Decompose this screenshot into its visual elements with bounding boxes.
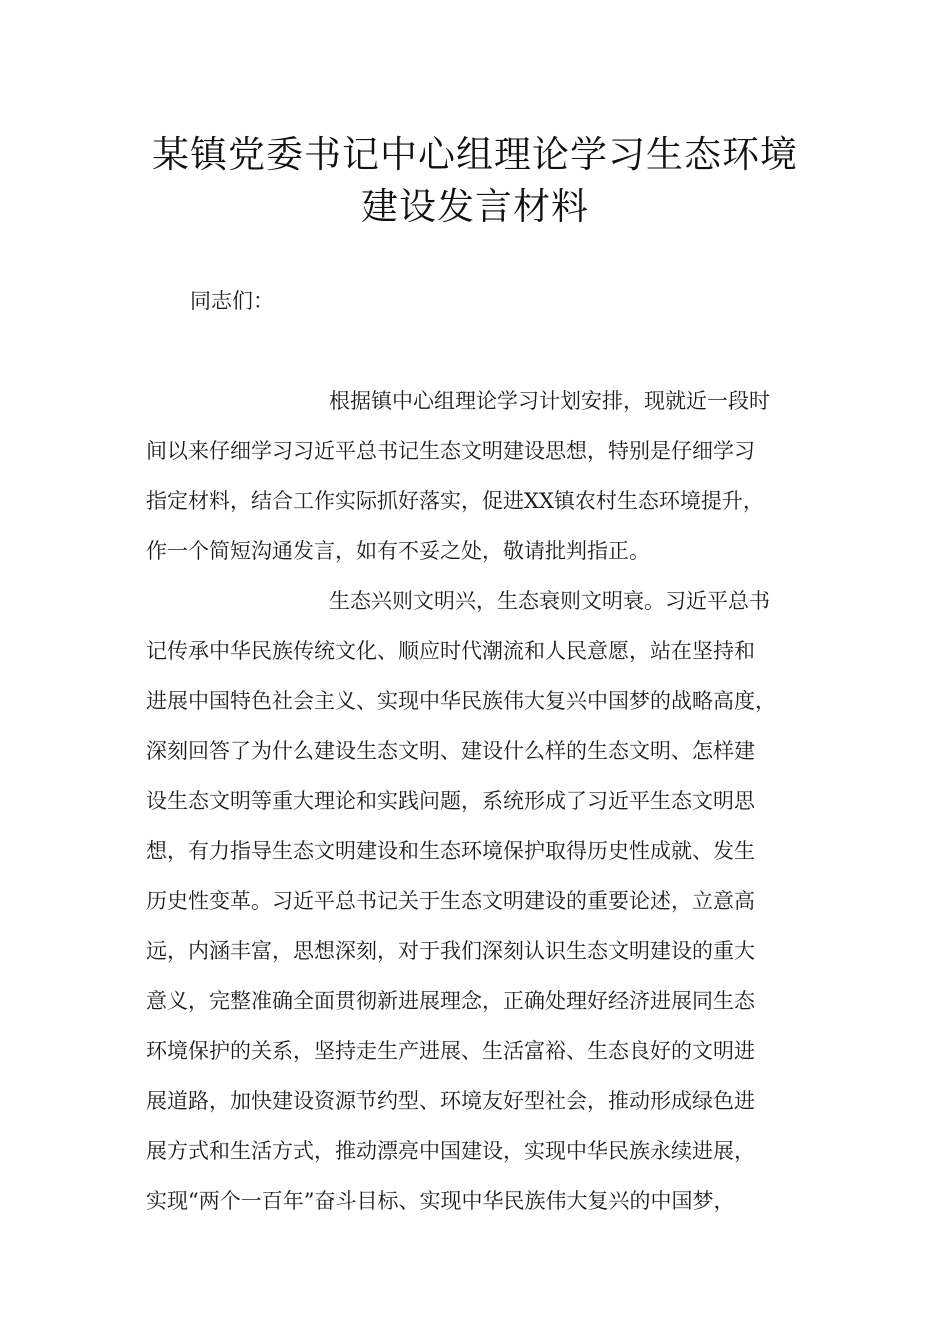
paragraph-line: 设生态文明等重大理论和实践问题，系统形成了习近平生态文明思 (146, 789, 755, 813)
paragraph-line: 展方式和生活方式，推动漂亮中国建设，实现中华民族永续进展， (146, 1139, 755, 1163)
document-title (100, 129, 850, 233)
title-line-1: 某镇党委书记中心组理论学习生态环境 (152, 133, 798, 176)
paragraph-line: 远，内涵丰富，思想深刻，对于我们深刻认识生态文明建设的重大 (146, 939, 755, 963)
paragraph-line: 间以来仔细学习习近平总书记生态文明建设思想，特别是仔细学习 (146, 439, 755, 463)
paragraph-line: 展道路，加快建设资源节约型、环境友好型社会，推动形成绿色进 (146, 1089, 755, 1113)
paragraph-line: 作一个简短沟通发言，如有不妥之处，敬请批判指正。 (146, 539, 650, 563)
paragraph-line: 进展中国特色社会主义、实现中华民族伟大复兴中国梦的战略高度， (146, 689, 776, 713)
paragraph-line: 历史性变革。习近平总书记关于生态文明建设的重要论述，立意高 (146, 889, 755, 913)
paragraph-line: 根据镇中心组理论学习计划安排，现就近一段时 (329, 389, 770, 413)
paragraph-line: 生态兴则文明兴，生态衰则文明衰。习近平总书 (329, 589, 770, 613)
paragraph-line: 想，有力指导生态文明建设和生态环境保护取得历史性成就、发生 (146, 839, 755, 863)
salutation: 同志们： (190, 289, 274, 313)
paragraph-line: 深刻回答了为什么建设生态文明、建设什么样的生态文明、怎样建 (146, 739, 755, 763)
paragraph-line: 指定材料，结合工作实际抓好落实，促进XX镇农村生态环境提升， (146, 489, 764, 513)
paragraph-line: 实现“两个一百年”奋斗目标、实现中华民族伟大复兴的中国梦， (146, 1189, 735, 1213)
paragraph-line: 意义，完整准确全面贯彻新进展理念，正确处理好经济进展同生态 (146, 989, 755, 1013)
title-line-2: 建设发言材料 (361, 185, 589, 228)
paragraph-2 (146, 586, 826, 1236)
paragraph-1 (146, 386, 826, 586)
paragraph-line: 记传承中华民族传统文化、顺应时代潮流和人民意愿，站在坚持和 (146, 639, 755, 663)
paragraph-line: 环境保护的关系，坚持走生产进展、生活富裕、生态良好的文明进 (146, 1039, 755, 1063)
